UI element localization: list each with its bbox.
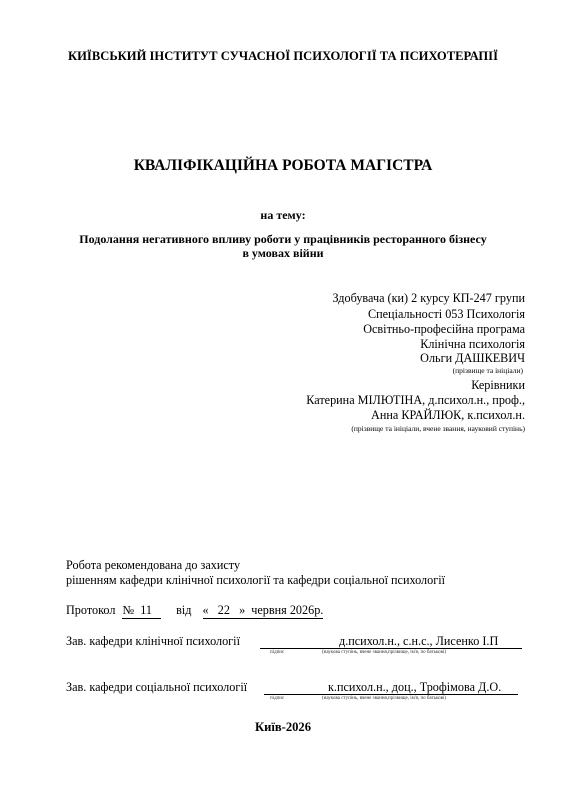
- supervisors-label: Керівники: [471, 378, 525, 392]
- document-title: КВАЛІФІКАЦІЙНА РОБОТА МАГІСТРА: [133, 157, 433, 174]
- city-year: Київ-2026: [254, 720, 312, 734]
- head-1-signature-caption: підпис: [270, 650, 285, 655]
- protocol-month-year: червня 2026р.: [251, 603, 324, 617]
- protocol-label: Протокол: [66, 603, 116, 617]
- protocol-from: від: [176, 603, 192, 617]
- head-2-label: Зав. кафедри соціальної психології: [66, 680, 248, 694]
- head-2-person-caption: (наукова ступінь, вчене звання,прізвище, ім'я, по батькові): [322, 696, 447, 701]
- protocol-day: 22: [217, 603, 230, 617]
- head-1-person-caption: (наукова ступінь, вчене звання,прізвище, ім'я, по батькові): [322, 650, 447, 655]
- applicant-name: Ольги ДАШКЕВИЧ: [420, 351, 525, 365]
- applicant-specialty: Спеціальності 053 Психологія: [367, 307, 525, 321]
- topic-line-1: Подолання негативного впливу роботи у працівників ресторанного бізнесу: [79, 232, 487, 246]
- protocol-line: [66, 603, 323, 619]
- protocol-date-field: [203, 603, 324, 619]
- topic-line-2: в умовах війни: [242, 246, 324, 260]
- quote-close: »: [239, 603, 246, 617]
- head-1-person: д.психол.н., с.н.с., Лисенко І.П: [339, 634, 499, 648]
- head-2-person: к.психол.н., доц., Трофімова Д.О.: [328, 680, 502, 694]
- protocol-number-field: [122, 603, 161, 619]
- head-2-signature-caption: підпис: [270, 696, 285, 701]
- topic-label: на тему:: [260, 208, 306, 222]
- applicant-line-1: Здобувача (ки) 2 курсу КП-247 групи: [332, 291, 525, 305]
- quote-open: «: [202, 603, 209, 617]
- recommendation-line-2: рішенням кафедри клінічної психології та кафедри соціальної психології: [66, 573, 445, 587]
- supervisor-1: Катерина МІЛЮТІНА, д.психол.н., проф.,: [306, 393, 525, 407]
- institute-name: КИЇВСЬКИЙ ІНСТИТУТ СУЧАСНОЇ ПСИХОЛОГІЇ ТА ПСИХОТЕРАПІЇ: [68, 49, 498, 63]
- head-1-label: Зав. кафедри клінічної психології: [66, 634, 240, 648]
- supervisors-caption: (прізвище та ініціали, вчене звання, науковий ступінь): [351, 424, 525, 433]
- number-sign: №: [122, 603, 135, 617]
- applicant-program: Освітньо-професійна програма: [363, 322, 525, 336]
- recommendation-line-1: Робота рекомендована до захисту: [66, 558, 241, 572]
- supervisor-2: Анна КРАЙЛЮК, к.психол.н.: [371, 408, 525, 422]
- protocol-number: 11: [140, 603, 152, 617]
- applicant-name-caption: (прізвище та ініціали): [452, 366, 523, 375]
- applicant-program-name: Клінічна психологія: [420, 337, 525, 351]
